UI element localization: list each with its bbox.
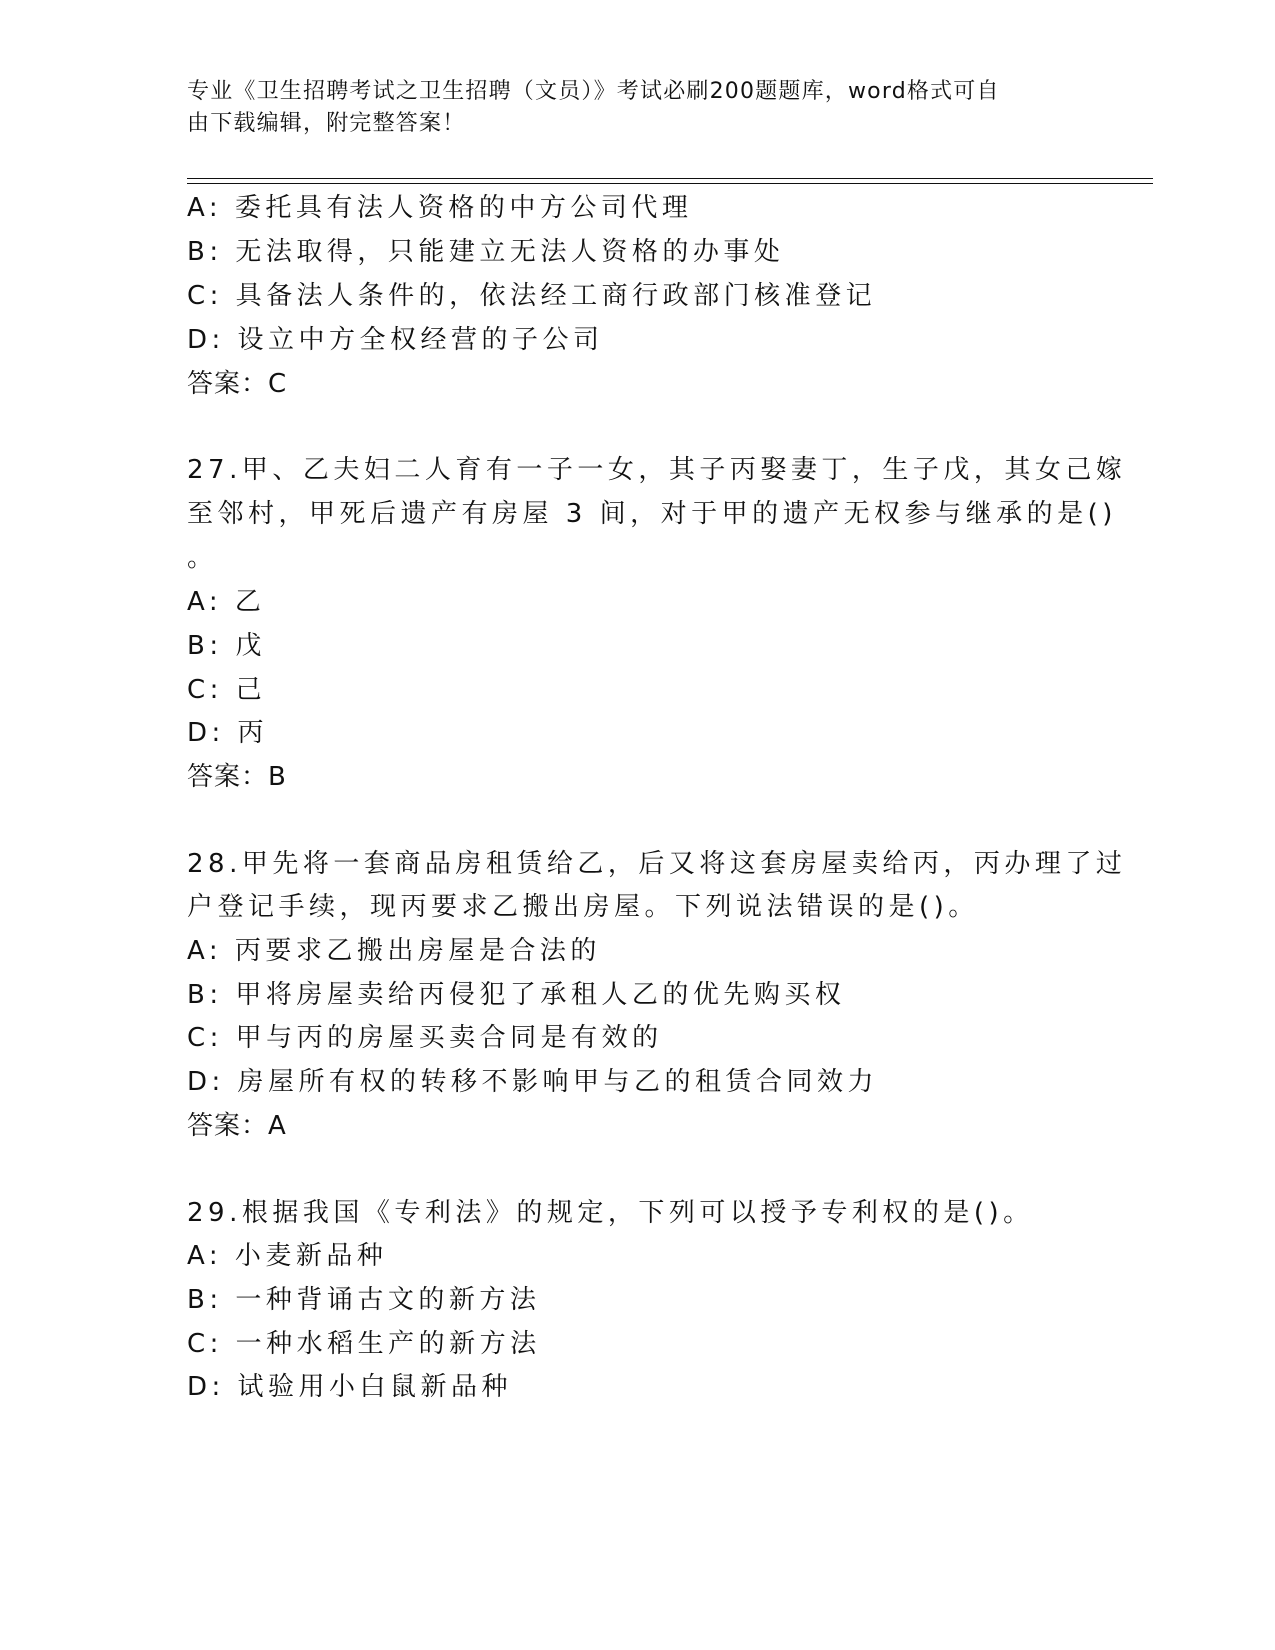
q29-option-d: D: 试验用小白鼠新品种 [187,1372,513,1402]
document-header [187,76,1067,140]
header-line-1: 专业《卫生招聘考试之卫生招聘（文员）》考试必刷200题题库，word格式可自 [187,79,1000,104]
q28-stem-line-2: 户登记手续，现丙要求乙搬出房屋。下列说法错误的是()。 [187,892,979,922]
q26-option-d: D: 设立中方全权经营的子公司 [187,325,604,355]
header-rule-top [187,178,1153,179]
q28-option-d: D: 房屋所有权的转移不影响甲与乙的租赁合同效力 [187,1067,879,1097]
q29-option-a: A: 小麦新品种 [187,1241,388,1271]
q27-option-d: D: 丙 [187,718,269,748]
q28-answer: 答案：A [187,1111,287,1141]
q28-stem-line-1: 28.甲先将一套商品房租赁给乙，后又将这套房屋卖给丙，丙办理了过 [187,849,1127,879]
header-rule-bottom [187,183,1153,184]
q26-answer: 答案：C [187,369,288,399]
q27-option-c: C: 己 [187,675,267,705]
header-line-2: 由下载编辑，附完整答案！ [187,111,466,136]
q27-stem-line-2: 至邻村，甲死后遗产有房屋 3 间，对于甲的遗产无权参与继承的是() [187,499,1117,529]
q28-option-b: B: 甲将房屋卖给丙侵犯了承租人乙的优先购买权 [187,980,846,1010]
q28-option-a: A: 丙要求乙搬出房屋是合法的 [187,936,601,966]
q29-option-b: B: 一种背诵古文的新方法 [187,1285,541,1315]
q27-stem-line-1: 27.甲、乙夫妇二人育有一子一女，其子丙娶妻丁，生子戊，其女己嫁 [187,455,1127,485]
q27-stem-line-3: 。 [187,543,218,573]
q26-option-c: C: 具备法人条件的，依法经工商行政部门核准登记 [187,281,877,311]
q27-option-a: A: 乙 [187,587,266,617]
q29-stem-line-1: 29.根据我国《专利法》的规定，下列可以授予专利权的是()。 [187,1198,1034,1228]
q26-option-b: B: 无法取得，只能建立无法人资格的办事处 [187,237,785,267]
q28-option-c: C: 甲与丙的房屋买卖合同是有效的 [187,1023,663,1053]
q27-answer: 答案：B [187,762,287,792]
q29-option-c: C: 一种水稻生产的新方法 [187,1329,541,1359]
q27-option-b: B: 戊 [187,631,266,661]
q26-option-a: A: 委托具有法人资格的中方公司代理 [187,193,693,223]
